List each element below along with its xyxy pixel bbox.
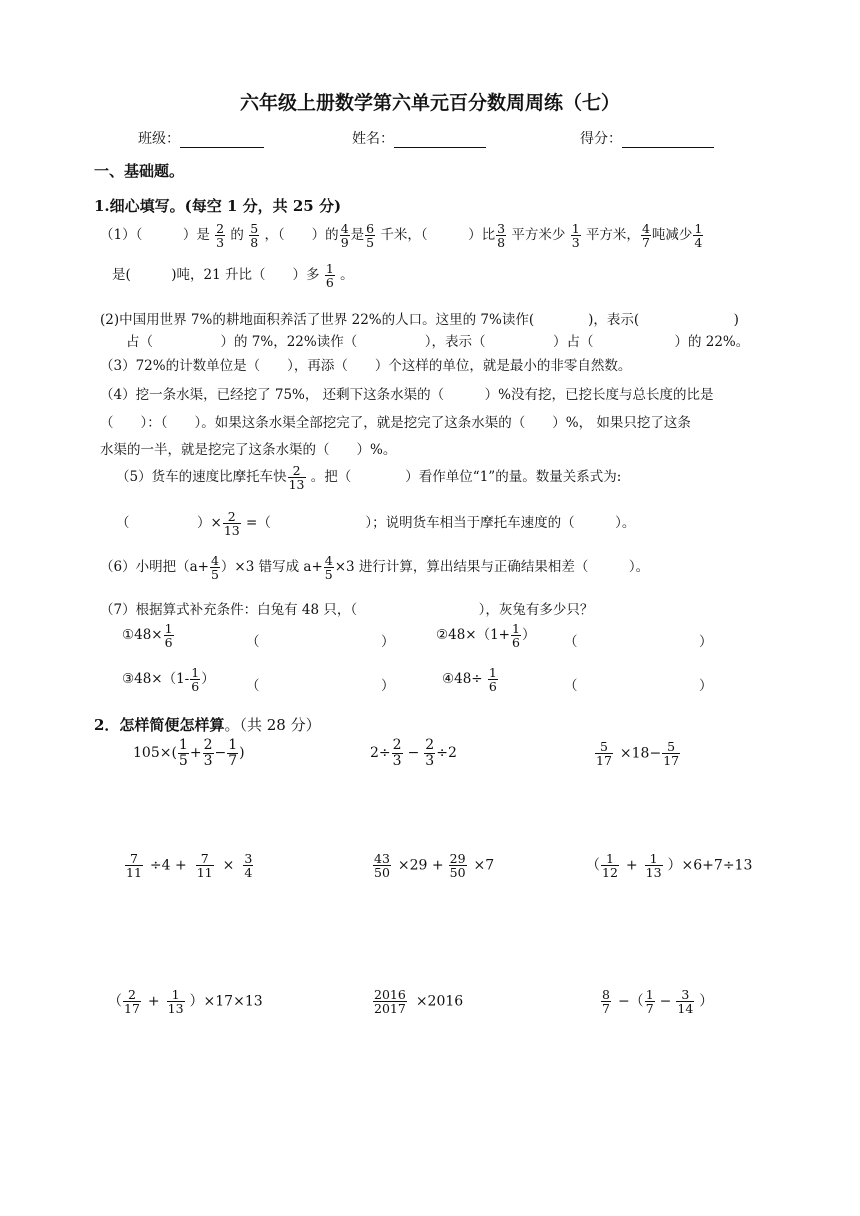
- numerator: 2: [216, 221, 225, 236]
- text: （: [586, 857, 600, 874]
- numerator: 2: [203, 737, 213, 753]
- numerator: 3: [244, 851, 253, 866]
- fraction: [125, 852, 143, 879]
- numerator: 1: [512, 621, 520, 636]
- calc-8: [372, 988, 463, 1015]
- q1-1-line1: [100, 222, 704, 249]
- fraction: [571, 222, 581, 249]
- text: ②48×（1+: [436, 627, 510, 644]
- fraction: [676, 988, 694, 1015]
- numerator: 3: [681, 987, 690, 1002]
- class-field: [138, 128, 264, 148]
- fraction: [178, 738, 189, 768]
- numerator: 1: [488, 665, 497, 680]
- calc-6: [586, 852, 752, 879]
- text: −: [659, 993, 672, 1010]
- numerator: 1: [191, 665, 200, 680]
- denominator: 7: [602, 1001, 610, 1017]
- text: ×3 进行计算，算出结果与正确结果相差（ ）。: [334, 559, 650, 576]
- numerator: 1: [178, 737, 188, 753]
- text: ÷4 +: [149, 857, 187, 874]
- denominator: 50: [374, 865, 390, 881]
- text: （5）货车的速度比摩托车快: [116, 469, 287, 486]
- fraction: [488, 666, 498, 693]
- text: ④48÷: [442, 671, 483, 688]
- fraction: [641, 222, 651, 249]
- q1-6: [100, 554, 649, 581]
- fraction: [373, 988, 407, 1015]
- q1-7-b: [436, 622, 535, 649]
- denominator: 17: [596, 753, 612, 769]
- name-label: 姓名：: [352, 131, 394, 147]
- calc-2: [370, 738, 457, 768]
- section-basic: 一、基础题。: [94, 162, 185, 180]
- fraction: [496, 222, 506, 249]
- text: −: [407, 745, 420, 762]
- text: ，（ ）的: [264, 227, 339, 244]
- text: ③48×（1-: [122, 671, 190, 688]
- denominator: 7: [641, 235, 650, 251]
- denominator: 4: [694, 235, 703, 251]
- denominator: 6: [164, 635, 173, 651]
- text: ）×17×13: [189, 993, 263, 1010]
- fraction: [424, 738, 435, 768]
- fraction: [227, 738, 238, 768]
- q1-7-a: [122, 622, 175, 649]
- denominator: 6: [325, 275, 334, 291]
- score-label: 得分：: [580, 131, 622, 147]
- text: 。: [340, 267, 354, 284]
- numerator: 4: [641, 221, 650, 236]
- denominator: 5: [366, 235, 375, 251]
- numerator: 8: [602, 987, 610, 1002]
- denominator: 5: [210, 567, 219, 583]
- q2-title: 2．怎样简便怎样算: [94, 716, 225, 734]
- denominator: 14: [677, 1001, 694, 1017]
- fraction: [601, 852, 619, 879]
- denominator: 3: [571, 235, 580, 251]
- text: −（: [617, 993, 644, 1010]
- numerator: 2: [127, 987, 136, 1002]
- text: ×29 +: [397, 857, 444, 874]
- denominator: 12: [602, 865, 618, 881]
- fraction: [595, 740, 613, 767]
- text: ÷2: [436, 745, 457, 762]
- fraction: [243, 852, 253, 879]
- fraction: [645, 852, 663, 879]
- fraction: [324, 554, 334, 581]
- text: +: [189, 745, 202, 762]
- q2-heading: [94, 714, 321, 735]
- text: ×7: [473, 857, 495, 874]
- calc-3: [594, 740, 681, 767]
- calc-5: [372, 852, 494, 879]
- numerator: 3: [497, 221, 506, 236]
- denominator: 13: [167, 1001, 184, 1017]
- denominator: 8: [250, 235, 259, 251]
- denominator: 6: [512, 635, 520, 651]
- numerator: 1: [694, 221, 703, 236]
- score-field: [580, 128, 714, 148]
- text: ①48×: [122, 627, 163, 644]
- text: 千米，（ ）比: [380, 227, 496, 244]
- fraction: [203, 738, 214, 768]
- denominator: 4: [244, 865, 253, 881]
- text: +: [147, 993, 160, 1010]
- denominator: 3: [392, 752, 402, 769]
- numerator: 4: [210, 553, 219, 568]
- fraction: [249, 222, 259, 249]
- numerator: 6: [366, 221, 375, 236]
- text: ): [239, 745, 245, 762]
- numerator: 43: [374, 851, 390, 866]
- text: ）: [699, 993, 714, 1010]
- text: （1）（ ）是: [100, 227, 210, 244]
- calc-9: [600, 988, 713, 1015]
- q2-note: 。（共 28 分）: [224, 716, 321, 734]
- denominator: 17: [663, 753, 680, 769]
- denominator: 13: [223, 523, 240, 539]
- text: −: [214, 745, 227, 762]
- numerator: 4: [340, 221, 349, 236]
- denominator: 3: [203, 752, 213, 769]
- text: ×2016: [415, 993, 464, 1010]
- fraction: [325, 262, 335, 289]
- denominator: 8: [497, 235, 506, 251]
- denominator: 13: [645, 865, 662, 881]
- text: ×18−: [619, 745, 662, 762]
- denominator: 17: [124, 1001, 140, 1017]
- text: （ ）×: [116, 515, 222, 532]
- text: 平方米，: [585, 227, 640, 244]
- text: 105×(: [133, 745, 177, 762]
- numerator: 29: [449, 851, 466, 866]
- q1-3: （3）72%的计数单位是（ ），再添（ ）个这样的单位，就是最小的非零自然数。: [100, 358, 632, 374]
- fraction: [340, 222, 350, 249]
- numerator: 7: [200, 851, 209, 866]
- text: =（ ）；说明货车相当于摩托车速度的（ ）。: [246, 515, 636, 532]
- q1-heading: 1.细心填写。(每空 1 分，共 25 分): [94, 197, 342, 215]
- denominator: 6: [191, 679, 200, 695]
- q1-7-a-blank[interactable]: （ ）: [246, 634, 395, 650]
- numerator: 2: [227, 509, 236, 524]
- fraction: [662, 740, 680, 767]
- name-field: [352, 128, 486, 148]
- fraction: [511, 622, 521, 649]
- calc-4: [124, 852, 254, 879]
- denominator: 3: [216, 235, 225, 251]
- numerator: 7: [129, 851, 138, 866]
- fraction: [167, 988, 185, 1015]
- q1-2-line2: 占（ ）的 7%，22%读作（ ），表示（ ）占（ ）的 22%。: [126, 334, 750, 350]
- class-label: 班级：: [138, 131, 180, 147]
- calc-1: [133, 738, 245, 768]
- fraction: [196, 852, 214, 879]
- denominator: 7: [228, 752, 238, 769]
- fraction: [210, 554, 220, 581]
- numerator: 5: [667, 739, 676, 754]
- q1-5-line2: [116, 510, 635, 537]
- text: 是: [350, 227, 365, 244]
- fraction: [215, 222, 225, 249]
- fraction: [645, 988, 655, 1015]
- fraction: [601, 988, 611, 1015]
- numerator: 2: [392, 737, 402, 753]
- q1-7-c-blank[interactable]: （ ）: [246, 678, 395, 694]
- fraction: [123, 988, 141, 1015]
- class-blank[interactable]: [180, 133, 264, 148]
- text: 。把（ ）看作单位“1”的量。数量关系式为:: [310, 469, 622, 486]
- text: ）×6+7÷13: [667, 857, 753, 874]
- q1-4-line2: （ ）：（ ）。如果这条水渠全部挖完了，就是挖完了这条水渠的（ ）%， 如果只挖了这条: [100, 415, 691, 431]
- text: 平方米少: [511, 227, 566, 244]
- numerator: 2: [292, 463, 301, 478]
- numerator: 2: [425, 737, 435, 753]
- numerator: 1: [228, 737, 238, 753]
- fraction: [365, 222, 375, 249]
- calc-7: [108, 988, 263, 1015]
- fraction: [190, 666, 200, 693]
- numerator: 1: [164, 621, 173, 636]
- fraction: [373, 852, 391, 879]
- score-blank[interactable]: [622, 133, 714, 148]
- q1-7-c: [122, 666, 215, 693]
- q1-7-b-blank[interactable]: （ ）: [564, 634, 713, 650]
- name-blank[interactable]: [394, 133, 486, 148]
- text: （6）小明把（a+: [100, 559, 209, 576]
- q1-7-d-blank[interactable]: （ ）: [564, 678, 713, 694]
- fraction: [164, 622, 174, 649]
- denominator: 11: [196, 865, 213, 881]
- text: 吨减少: [651, 227, 693, 244]
- denominator: 9: [340, 235, 349, 251]
- denominator: 5: [178, 752, 188, 769]
- denominator: 2017: [374, 1001, 406, 1017]
- numerator: 2016: [374, 987, 406, 1002]
- q1-7-d: [442, 666, 499, 693]
- q1-5-line1: [116, 464, 621, 491]
- text: ）: [201, 671, 215, 688]
- q1-2-line1: (2)中国用世界 7%的耕地面积养活了世界 22%的人口。这里的 7%读作( )，表示( ): [100, 312, 739, 328]
- denominator: 13: [288, 477, 305, 493]
- numerator: 5: [250, 221, 259, 236]
- text: 的: [230, 227, 244, 244]
- q1-7: （7）根据算式补充条件：白兔有 48 只，（ ），灰兔有多少只？: [100, 602, 594, 618]
- q1-4-line3: 水渠的一半，就是挖完了这条水渠的（ ）%。: [100, 442, 397, 458]
- denominator: 6: [488, 679, 497, 695]
- fraction: [693, 222, 703, 249]
- numerator: 1: [645, 987, 654, 1002]
- numerator: 1: [605, 851, 614, 866]
- denominator: 7: [645, 1001, 654, 1017]
- text: 2÷: [370, 745, 391, 762]
- text: ×: [222, 857, 235, 874]
- fraction: [288, 464, 306, 491]
- fraction: [223, 510, 241, 537]
- page-title: 六年级上册数学第六单元百分数周周练（七）: [239, 92, 620, 114]
- denominator: 50: [449, 865, 466, 881]
- denominator: 3: [425, 752, 435, 769]
- denominator: 5: [324, 567, 333, 583]
- fraction: [449, 852, 467, 879]
- denominator: 11: [126, 865, 142, 881]
- text: +: [625, 857, 638, 874]
- text: ）: [521, 627, 536, 644]
- numerator: 1: [649, 851, 658, 866]
- q1-1-line2: [112, 262, 354, 289]
- numerator: 5: [599, 739, 608, 754]
- q1-4-line1: （4）挖一条水渠，已经挖了 75%， 还剩下这条水渠的（ ）%没有挖，已挖长度与总长度的比是: [100, 387, 714, 403]
- numerator: 1: [171, 987, 180, 1002]
- text: 是( )吨，21 升比（ ）多: [112, 267, 320, 284]
- text: （: [108, 993, 122, 1010]
- numerator: 1: [571, 221, 580, 236]
- fraction: [392, 738, 403, 768]
- text: ）×3 错写成 a+: [220, 559, 323, 576]
- numerator: 4: [324, 553, 333, 568]
- numerator: 1: [325, 261, 334, 276]
